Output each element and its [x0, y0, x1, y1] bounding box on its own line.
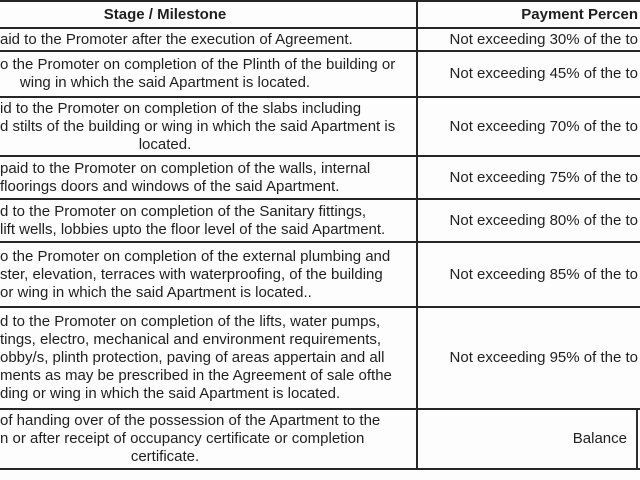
payment-cell	[418, 200, 638, 241]
payment-value: Not exceeding 85% of the to	[449, 265, 638, 283]
stage-line: aid to the Promoter after the execution of Agreement.	[0, 30, 353, 48]
table-row	[0, 308, 640, 410]
stage-cell	[0, 200, 418, 241]
stage-cell	[0, 243, 418, 306]
stage-line: id to the Promoter on completion of the slabs including	[0, 99, 362, 117]
table-header-row	[0, 2, 640, 29]
stage-line: o the Promoter on completion of the external plumbing and	[0, 247, 391, 265]
stage-line: floorings doors and windows of the said Apartment.	[0, 177, 340, 195]
table-row	[0, 52, 640, 98]
payment-header-cell	[418, 2, 638, 27]
stage-line: lift wells, lobbies upto the floor level of the said Apartment.	[0, 220, 386, 238]
stage-cell	[0, 52, 418, 96]
stage-line: o the Promoter on completion of the Plinth of the building or	[0, 56, 396, 73]
stage-line: n or after receipt of occupancy certificate or completion	[0, 430, 365, 447]
payment-cell	[418, 308, 638, 408]
stage-line: d to the Promoter on completion of the lifts, water pumps,	[0, 313, 381, 330]
payment-value: Not exceeding 75% of the to	[449, 168, 638, 186]
payment-cell	[418, 29, 638, 50]
payment-cell	[418, 410, 638, 468]
payment-cell	[418, 52, 638, 96]
payment-cell	[418, 157, 638, 198]
table-row	[0, 200, 640, 243]
payment-value: Not exceeding 95% of the to	[449, 349, 638, 366]
payment-value: Not exceeding 45% of the to	[449, 65, 638, 82]
stage-line: or wing in which the said Apartment is located..	[0, 283, 312, 301]
table-row	[0, 98, 640, 157]
stage-line: d to the Promoter on completion of the Sanitary fittings,	[0, 202, 367, 220]
stage-line: wing in which the said Apartment is located.	[19, 74, 311, 91]
stage-cell	[0, 29, 418, 50]
payment-cell	[418, 98, 638, 155]
stage-cell	[0, 410, 418, 468]
stage-line: obby/s, plinth protection, paving of areas appertain and all	[0, 349, 385, 366]
stage-line: located.	[138, 135, 192, 153]
table-row	[0, 410, 640, 470]
payment-value: Not exceeding 30% of the to	[449, 30, 638, 48]
stage-line: paid to the Promoter on completion of the walls, internal	[0, 159, 371, 177]
stage-header-cell	[0, 2, 418, 27]
table-row	[0, 157, 640, 200]
payment-value: Not exceeding 80% of the to	[449, 211, 638, 229]
stage-line: d stilts of the building or wing in which the said Apartment is	[0, 117, 396, 135]
table-row	[0, 29, 640, 52]
payment-value: Not exceeding 70% of the to	[449, 117, 638, 135]
stage-line: of handing over of the possession of the Apartment to the	[0, 412, 381, 429]
stage-line: ster, elevation, terraces with waterproofing, of the building	[0, 265, 383, 283]
table-row	[0, 243, 640, 308]
stage-line: certificate.	[130, 448, 200, 465]
payment-value: Balance	[572, 430, 627, 447]
stage-header-label: Stage / Milestone	[103, 5, 227, 23]
stage-cell	[0, 308, 418, 408]
stage-cell	[0, 157, 418, 198]
payment-cell	[418, 243, 638, 306]
stage-cell	[0, 98, 418, 155]
payment-header-label: Payment Percen	[521, 5, 638, 23]
stage-line: ments as may be prescribed in the Agreement of sale ofthe	[0, 367, 392, 384]
stage-line: ding or wing in which the said Apartment is located.	[0, 385, 341, 402]
stage-line: tings, electro, mechanical and environment requirements,	[0, 331, 382, 348]
